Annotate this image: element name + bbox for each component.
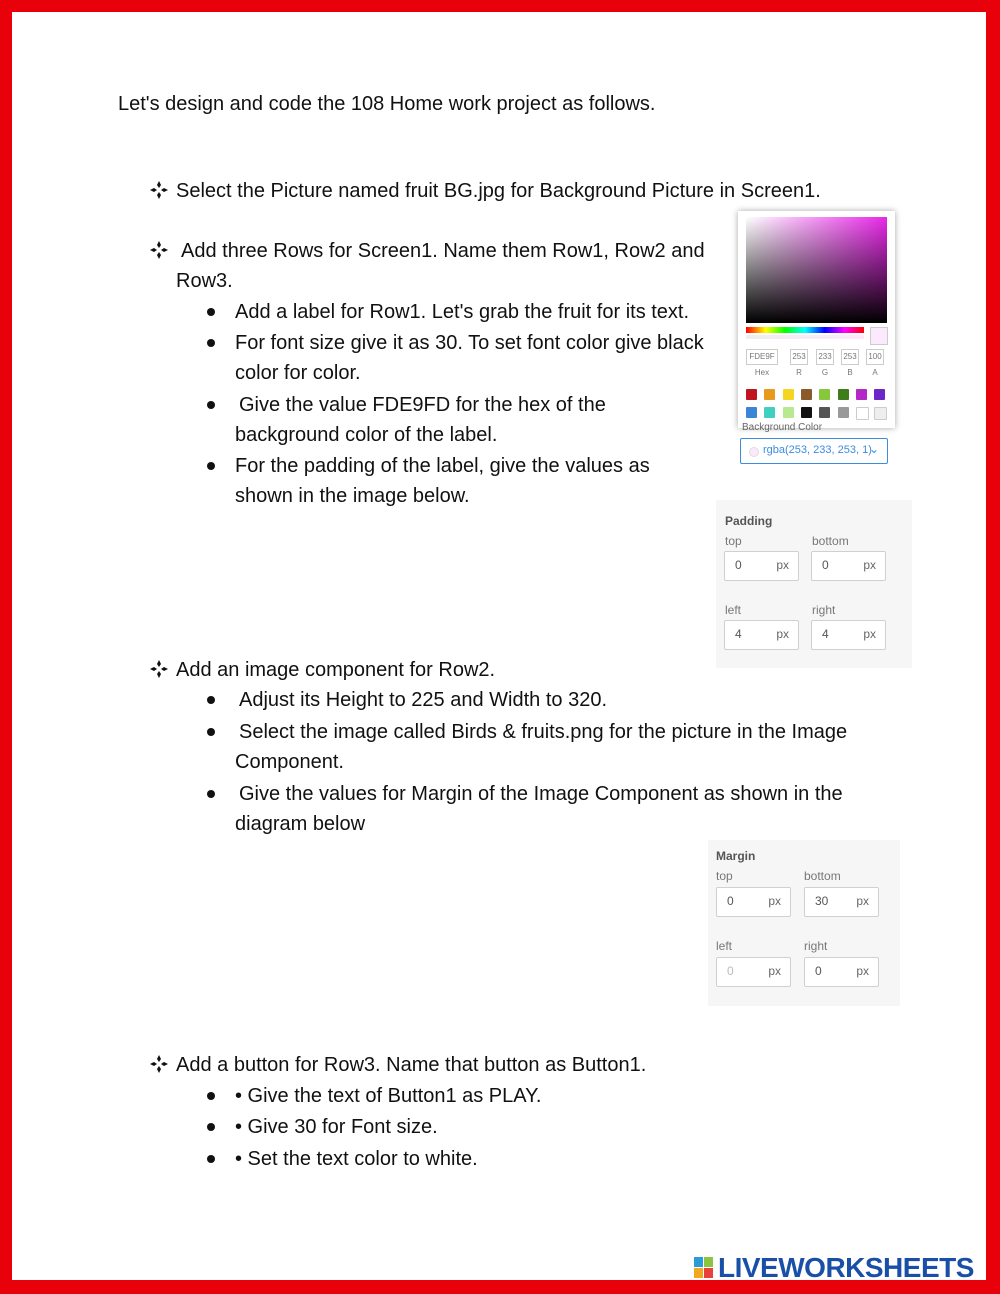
diamond-bullet-icon [150, 241, 168, 259]
bullet-icon [207, 1155, 215, 1163]
diamond-bullet-icon [150, 660, 168, 678]
a-input[interactable]: 100 [866, 349, 884, 365]
list-item: • Give 30 for Font size. [235, 1116, 438, 1138]
worksheet-page [12, 12, 986, 1280]
list-item-cont: background color of the label. [235, 424, 498, 446]
margin-bottom-value: 30 [815, 894, 829, 908]
list-item: Give the value FDE9FD for the hex of the [239, 394, 606, 416]
list-item-cont: diagram below [235, 813, 366, 835]
unit-label: px [863, 627, 876, 641]
color-swatch[interactable] [856, 389, 867, 400]
section-heading-cont: Row3. [176, 270, 233, 292]
color-preview [870, 327, 888, 345]
unit-label: px [768, 964, 781, 978]
liveworksheets-logo [690, 1252, 990, 1282]
bottom-label: bottom [812, 534, 849, 548]
color-swatch[interactable] [746, 389, 757, 400]
list-item-cont: shown in the image below. [235, 485, 470, 507]
b-input[interactable]: 253 [841, 349, 859, 365]
padding-top-input[interactable] [724, 551, 799, 581]
diamond-bullet-icon [150, 1055, 168, 1073]
margin-top-input[interactable] [716, 887, 791, 917]
bullet-icon [207, 308, 215, 316]
hue-slider[interactable] [746, 327, 864, 333]
color-swatch[interactable] [783, 407, 794, 418]
unit-label: px [768, 894, 781, 908]
list-item: • Give the text of Button1 as PLAY. [235, 1085, 542, 1107]
color-picker [738, 211, 895, 428]
color-swatch[interactable] [764, 407, 775, 418]
section-heading: Add three Rows for Screen1. Name them Row1, Row2 and [181, 240, 705, 262]
padding-bottom-input[interactable] [811, 551, 886, 581]
left-label: left [716, 939, 733, 953]
r-input[interactable]: 253 [790, 349, 808, 365]
color-swatch[interactable] [874, 389, 885, 400]
list-item: For font size give it as 30. To set font color give black [235, 332, 704, 354]
background-color-field [740, 420, 890, 470]
margin-right-value: 0 [815, 964, 822, 978]
color-dot [749, 447, 759, 457]
left-label: left [725, 603, 742, 617]
color-swatch[interactable] [783, 389, 794, 400]
bullet-icon [207, 462, 215, 470]
padding-left-input[interactable] [724, 620, 799, 650]
section-heading: Add a button for Row3. Name that button as Button1. [176, 1054, 647, 1076]
list-item-cont: Component. [235, 751, 344, 773]
color-swatch[interactable] [764, 389, 775, 400]
background-color-label: Background Color [742, 422, 823, 433]
color-swatch[interactable] [819, 407, 830, 418]
right-label: right [804, 939, 828, 953]
padding-top-value: 0 [735, 558, 742, 572]
top-label: top [716, 869, 733, 883]
brand-name: LIVEWORKSHEETS [718, 1252, 974, 1283]
list-item: For the padding of the label, give the values as [235, 455, 650, 477]
bullet-icon [207, 401, 215, 409]
b-label: B [847, 368, 853, 377]
g-label: G [821, 368, 829, 377]
background-color-select[interactable] [740, 438, 888, 464]
color-swatch[interactable] [838, 407, 849, 418]
unit-label: px [776, 558, 789, 572]
alpha-slider[interactable] [746, 335, 864, 339]
color-swatch[interactable] [746, 407, 757, 418]
bullet-icon [207, 696, 215, 704]
top-label: top [725, 534, 742, 548]
padding-right-value: 4 [822, 627, 829, 641]
section-heading: Add an image component for Row2. [176, 659, 496, 681]
a-label: A [872, 368, 878, 377]
r-label: R [796, 368, 802, 377]
padding-panel [716, 500, 912, 668]
margin-bottom-input[interactable] [804, 887, 879, 917]
logo-blocks-icon [694, 1257, 714, 1279]
list-item: Give the values for Margin of the Image Component as shown in the [239, 783, 843, 805]
right-label: right [812, 603, 836, 617]
margin-left-value: 0 [727, 964, 734, 978]
list-item: Add a label for Row1. Let's grab the fruit for its text. [235, 301, 690, 323]
hex-label: Hex [754, 368, 770, 377]
color-swatch[interactable] [856, 407, 869, 420]
intro-text: Let's design and code the 108 Home work project as follows. [118, 93, 656, 115]
unit-label: px [776, 627, 789, 641]
color-swatch[interactable] [801, 389, 812, 400]
bullet-icon [207, 1092, 215, 1100]
diamond-bullet-icon [150, 181, 168, 199]
margin-right-input[interactable] [804, 957, 879, 987]
margin-title: Margin [716, 849, 756, 863]
g-input[interactable]: 233 [816, 349, 834, 365]
list-item: Select the image called Birds & fruits.png for the picture in the Image [239, 721, 848, 743]
unit-label: px [863, 558, 876, 572]
padding-title: Padding [725, 514, 773, 528]
saturation-area[interactable] [746, 217, 887, 323]
list-item-cont: color for color. [235, 362, 361, 384]
list-item: Adjust its Height to 225 and Width to 320. [239, 689, 607, 711]
margin-left-input[interactable] [716, 957, 791, 987]
unit-label: px [856, 964, 869, 978]
margin-top-value: 0 [727, 894, 734, 908]
padding-bottom-value: 0 [822, 558, 829, 572]
color-swatch[interactable] [801, 407, 812, 418]
margin-panel [708, 840, 900, 1006]
bullet-icon [207, 728, 215, 736]
list-item: • Set the text color to white. [235, 1148, 478, 1170]
padding-right-input[interactable] [811, 620, 886, 650]
bullet-icon [207, 1123, 215, 1131]
color-swatch[interactable] [838, 389, 849, 400]
background-color-value: rgba(253, 233, 253, 1) [763, 444, 872, 456]
hex-input[interactable]: FDE9F [746, 349, 778, 365]
unit-label: px [856, 894, 869, 908]
color-swatch[interactable] [819, 389, 830, 400]
padding-left-value: 4 [735, 627, 742, 641]
color-swatch[interactable] [874, 407, 887, 420]
section-heading: Select the Picture named fruit BG.jpg for Background Picture in Screen1. [176, 180, 821, 202]
bullet-icon [207, 790, 215, 798]
chevron-down-icon: ⌄ [869, 442, 880, 456]
bullet-icon [207, 339, 215, 347]
bottom-label: bottom [804, 869, 841, 883]
